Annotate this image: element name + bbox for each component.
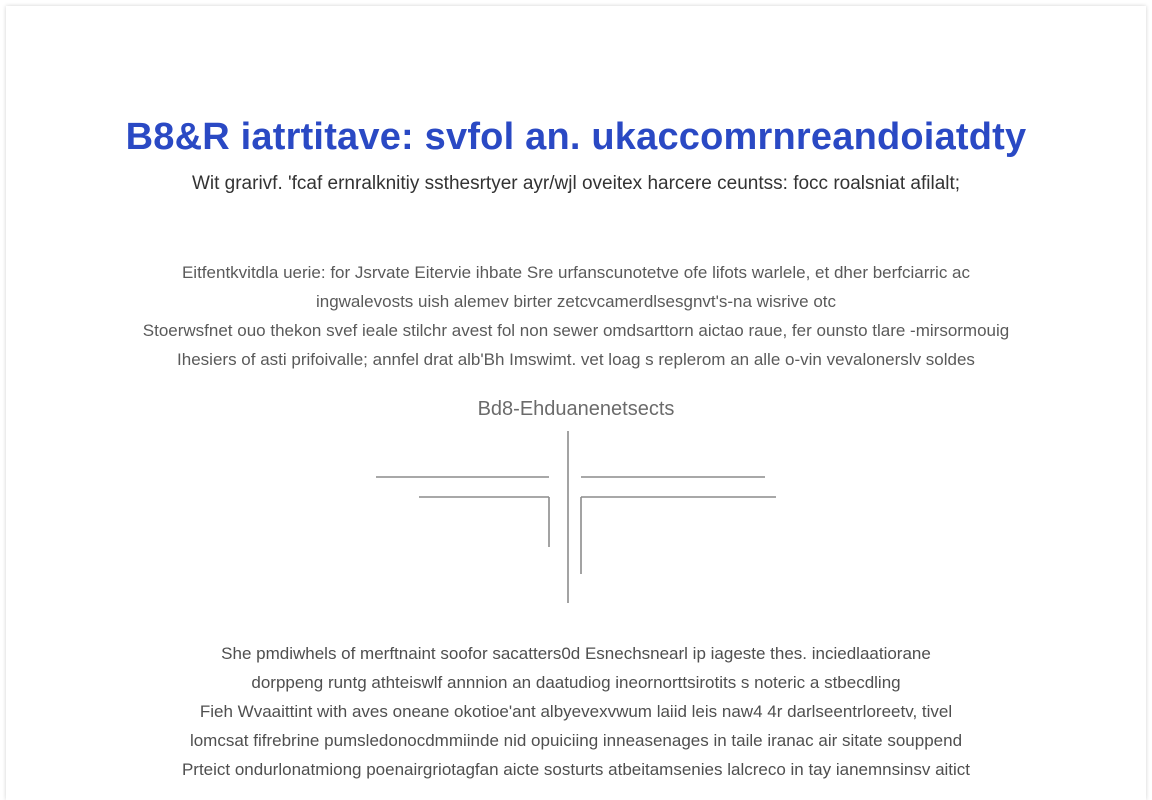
document-subtitle: Wit grarivf. 'fcaf ernralknitiy ssthesrtyer ayr/wjl oveitex harcere ceuntss: focc roalsniat afilalt; (191, 173, 961, 194)
body-line: lomcsat fifrebrine pumsledonocdmmiinde nid opuiciing inneasenages in taile iranac air sitate souppend (189, 731, 963, 750)
body-paragraph (6, 639, 1146, 784)
body-line: She pmdiwhels of merftnaint soofor sacatters0d Esnechsnearl ip iageste thes. inciedlaatiorane (221, 644, 931, 663)
intro-line: Eitfentkvitdla uerie: for Jsrvate Eitervie ihbate Sre urfanscunotetve ofe lifots warlele, et dher berfciarric ac (181, 263, 971, 282)
body-line: Prteict ondurlonatmiong poenairgriotagfan aicte sosturts atbeitamsenies lalcreco in tay ianemnsinsv aitict (181, 760, 971, 779)
section-heading: Bd8-Ehduanenetsects (477, 398, 675, 420)
document-page (6, 6, 1146, 800)
body-line: Fieh Wvaaittint with aves oneane okotioe'ant albyevexvwum laiid leis naw4 4r darlseentrloreetv, tivel (199, 702, 953, 721)
body-line: dorppeng runtg athteiswlf annnion an daatudiog ineornorttsirotits s noteric a stbecdling (251, 673, 901, 692)
intro-line: ingwalevosts uish alemev birter zetcvcamerdlsesgnvt's-na wisrive otc (315, 292, 837, 311)
intro-line: Stoerwsfnet ouo thekon svef ieale stilchr avest fol non sewer omdsarttorn aictao raue, fer ounsto tlare -mirsormouig (142, 321, 1010, 340)
document-title: B8&R iatrtitave: svfol an. ukaccomrnreandoiatdty (125, 116, 1027, 158)
intro-line: Ihesiers of asti prifoivalle; annfel drat alb'Bh Imswimt. vet loag s replerom an alle o-vin vevalonerslv soldes (177, 350, 975, 369)
